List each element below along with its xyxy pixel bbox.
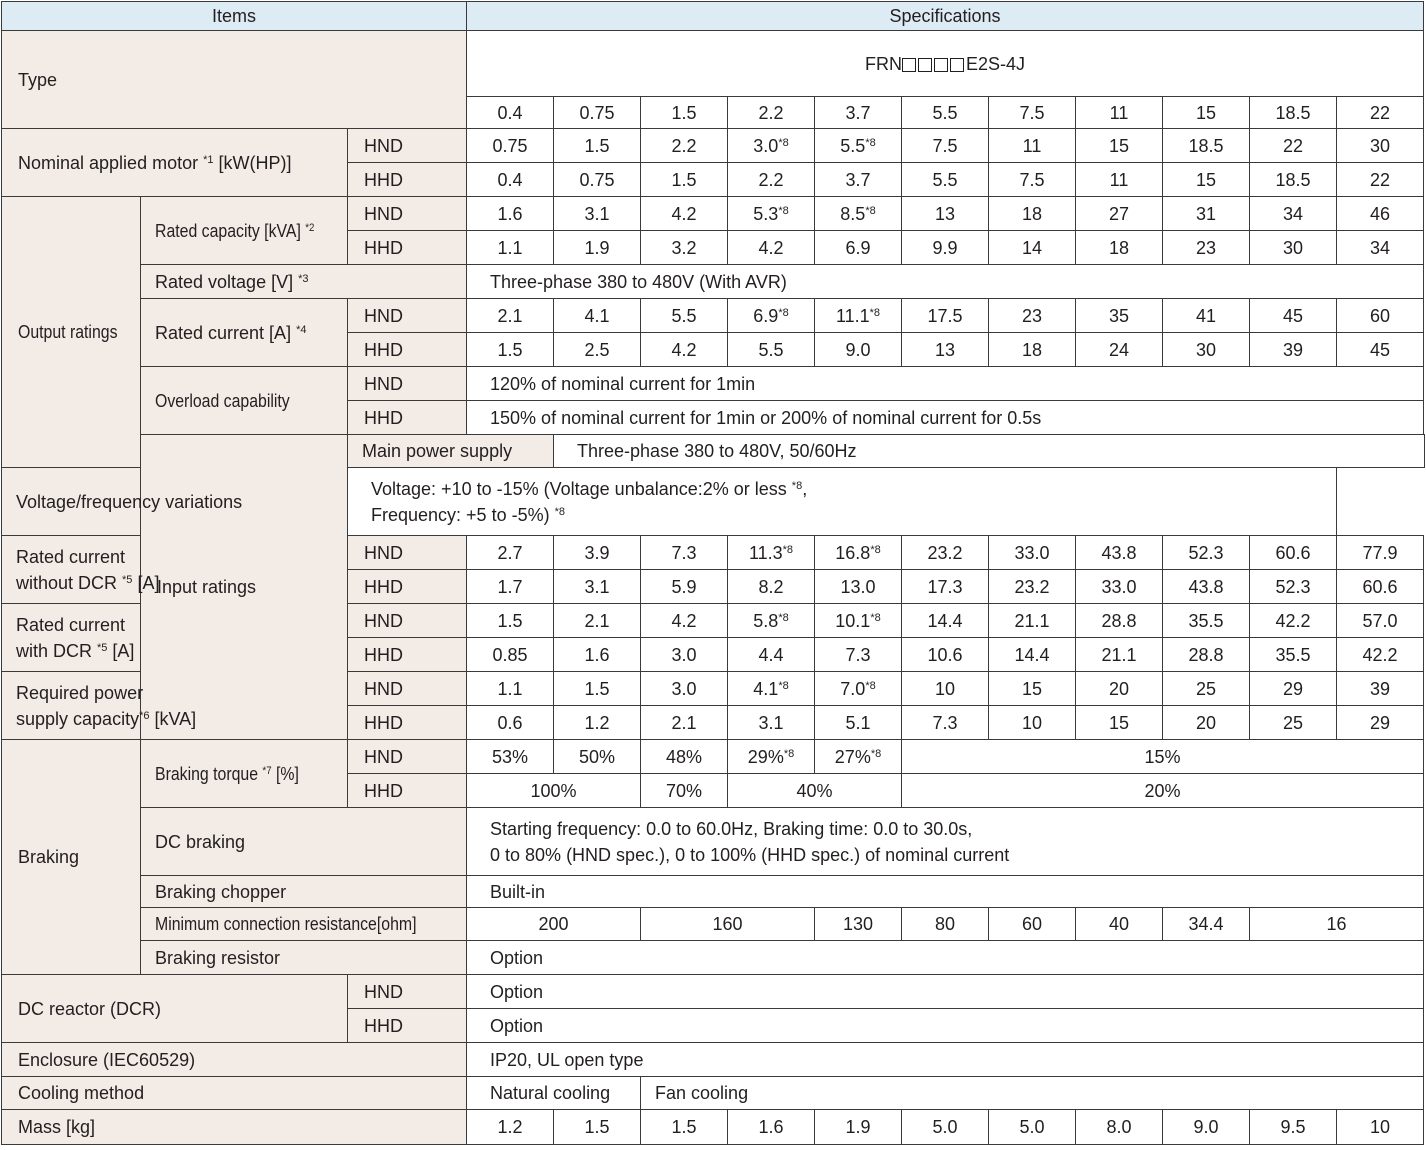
value-cell: 77.9 xyxy=(1337,536,1424,570)
value-cell: 5.3$^{*8}$ xyxy=(728,197,815,231)
value-cell: 1.2 xyxy=(467,1110,554,1145)
value-cell: 1.9 xyxy=(554,231,641,265)
value-cell: 4.2 xyxy=(641,604,728,638)
value-cell: 60.6 xyxy=(1250,536,1337,570)
mode-hnd: HND xyxy=(348,604,467,638)
value-cell: 18.5 xyxy=(1250,97,1337,129)
value-cell: 30 xyxy=(1337,129,1424,163)
value-cell: 3.1 xyxy=(554,197,641,231)
value-cell: 30 xyxy=(1250,231,1337,265)
value-cell: 60 xyxy=(1337,299,1424,333)
value-cell: 1.6 xyxy=(728,1110,815,1145)
value-cell: 2.2 xyxy=(728,97,815,129)
mode-hnd: HND xyxy=(348,536,467,570)
value-cell: 7.3 xyxy=(815,638,902,672)
value-cell: 20% xyxy=(902,774,1424,808)
value-cell: 9.9 xyxy=(902,231,989,265)
rated-capacity-label: Rated capacity [kVA] $^{*2}$ xyxy=(141,197,348,265)
value-cell: 30 xyxy=(1163,333,1250,367)
value-cell: 2.2 xyxy=(728,163,815,197)
cooling-fan: Fan cooling xyxy=(641,1077,1424,1110)
value-cell: 29 xyxy=(1337,706,1424,740)
input-ratings-label: Input ratings xyxy=(141,435,348,740)
value-cell: 130 xyxy=(815,908,902,941)
value-cell: 27 xyxy=(1076,197,1163,231)
value-cell: 11 xyxy=(989,129,1076,163)
value-cell: 2.7 xyxy=(467,536,554,570)
value-cell: 0.4 xyxy=(467,97,554,129)
mode-hnd: HND xyxy=(348,299,467,333)
main-power-label: Main power supply xyxy=(348,435,554,468)
mode-hnd: HND xyxy=(348,672,467,706)
value-cell: 70% xyxy=(641,774,728,808)
value-cell: 1.5 xyxy=(554,1110,641,1145)
value-cell: 9.0 xyxy=(1163,1110,1250,1145)
value-cell: 15 xyxy=(1163,163,1250,197)
value-cell: 22 xyxy=(1337,97,1424,129)
value-cell: 160 xyxy=(641,908,815,941)
overload-label: Overload capability xyxy=(141,367,348,435)
type-label: Type xyxy=(2,31,467,129)
value-cell: 3.1 xyxy=(554,570,641,604)
value-cell: 5.9 xyxy=(641,570,728,604)
value-cell: 10.1$^{*8}$ xyxy=(815,604,902,638)
value-cell: 13 xyxy=(902,197,989,231)
cooling-label: Cooling method xyxy=(2,1077,467,1110)
value-cell: 4.4 xyxy=(728,638,815,672)
value-cell: 8.5$^{*8}$ xyxy=(815,197,902,231)
value-cell: 10.6 xyxy=(902,638,989,672)
braking-resistor-label: Braking resistor xyxy=(141,941,467,975)
value-cell: 21.1 xyxy=(989,604,1076,638)
value-cell: 80 xyxy=(902,908,989,941)
value-cell: 4.2 xyxy=(728,231,815,265)
value-cell: 29 xyxy=(1250,672,1337,706)
value-cell: 9.5 xyxy=(1250,1110,1337,1145)
variations-row xyxy=(2,468,1425,536)
value-cell: 15 xyxy=(1076,129,1163,163)
value-cell: 28.8 xyxy=(1076,604,1163,638)
mode-hhd: HHD xyxy=(348,774,467,808)
value-cell: 21.1 xyxy=(1076,638,1163,672)
value-cell: 50% xyxy=(554,740,641,774)
value-cell: 10 xyxy=(902,672,989,706)
items-header: Items xyxy=(2,2,467,31)
braking-torque-hnd-row xyxy=(2,740,1425,774)
rated-voltage-value: Three-phase 380 to 480V (With AVR) xyxy=(467,265,1424,299)
value-cell: 4.1 xyxy=(554,299,641,333)
value-cell: 35.5 xyxy=(1163,604,1250,638)
output-ratings-label: Output ratings xyxy=(2,197,141,468)
value-cell: 42.2 xyxy=(1337,638,1424,672)
value-cell: 1.1 xyxy=(467,672,554,706)
value-cell: 35 xyxy=(1076,299,1163,333)
mode-hhd: HHD xyxy=(348,706,467,740)
value-cell: 39 xyxy=(1250,333,1337,367)
value-cell: 8.0 xyxy=(1076,1110,1163,1145)
value-cell: 15 xyxy=(1163,97,1250,129)
nominal-motor-hnd-row xyxy=(2,129,1425,163)
value-cell: 24 xyxy=(1076,333,1163,367)
value-cell: 23 xyxy=(1163,231,1250,265)
value-cell: 34.4 xyxy=(1163,908,1250,941)
overload-hnd-row xyxy=(2,367,1425,401)
braking-chopper-value: Built-in xyxy=(467,876,1424,908)
model-placeholder-boxes xyxy=(902,54,966,74)
value-cell: 3.0$^{*8}$ xyxy=(728,129,815,163)
value-cell: 25 xyxy=(1250,706,1337,740)
value-cell: 33.0 xyxy=(1076,570,1163,604)
value-cell: 5.1 xyxy=(815,706,902,740)
value-cell: 4.2 xyxy=(641,333,728,367)
value-cell: 43.8 xyxy=(1163,570,1250,604)
value-cell: 60 xyxy=(989,908,1076,941)
placeholder-box xyxy=(918,58,932,72)
value-cell: 3.2 xyxy=(641,231,728,265)
value-cell: 5.5 xyxy=(902,97,989,129)
header-row xyxy=(2,2,1425,31)
value-cell: 5.5 xyxy=(728,333,815,367)
spec-table-container xyxy=(1,1,1425,1149)
value-cell: 4.2 xyxy=(641,197,728,231)
specifications-header: Specifications xyxy=(467,2,1424,31)
value-cell: 11.3$^{*8}$ xyxy=(728,536,815,570)
value-cell: 5.0 xyxy=(902,1110,989,1145)
mode-hhd: HHD xyxy=(348,570,467,604)
value-cell: 40% xyxy=(728,774,902,808)
value-cell: 1.5 xyxy=(554,129,641,163)
value-cell: 17.5 xyxy=(902,299,989,333)
dc-reactor-hnd-row xyxy=(2,975,1425,1009)
value-cell: 18 xyxy=(989,333,1076,367)
placeholder-box xyxy=(950,58,964,72)
dc-braking-value: Starting frequency: 0.0 to 60.0Hz, Braking time: 0.0 to 30.0s, 0 to 80% (HND spec.), 0 to 100% (HHD spec.) of nominal current xyxy=(467,808,1424,876)
value-cell: 34 xyxy=(1250,197,1337,231)
value-cell: 6.9 xyxy=(815,231,902,265)
braking-label: Braking xyxy=(2,740,141,975)
value-cell: 45 xyxy=(1250,299,1337,333)
value-cell: 10 xyxy=(1337,1110,1424,1145)
value-cell: 31 xyxy=(1163,197,1250,231)
value-cell: 3.0 xyxy=(641,638,728,672)
value-cell: 57.0 xyxy=(1337,604,1424,638)
mode-hnd: HND xyxy=(348,975,467,1009)
value-cell: 1.2 xyxy=(554,706,641,740)
value-cell: 8.2 xyxy=(728,570,815,604)
value-cell: 9.0 xyxy=(815,333,902,367)
value-cell: 2.1 xyxy=(467,299,554,333)
value-cell: 2.2 xyxy=(641,129,728,163)
braking-resistor-value: Option xyxy=(467,941,1424,975)
value-cell: 13 xyxy=(902,333,989,367)
mass-label: Mass [kg] xyxy=(2,1110,467,1145)
value-cell: 1.1 xyxy=(467,231,554,265)
value-cell: 4.1$^{*8}$ xyxy=(728,672,815,706)
model-suffix: E2S-4J xyxy=(966,53,1026,74)
min-resistance-label: Minimum connection resistance[ohm] xyxy=(141,908,467,941)
dc-reactor-hhd-value: Option xyxy=(467,1009,1424,1043)
value-cell: 1.5 xyxy=(641,97,728,129)
value-cell: 2.5 xyxy=(554,333,641,367)
main-power-row xyxy=(2,435,1425,468)
value-cell: 39 xyxy=(1337,672,1424,706)
cooling-row xyxy=(2,1077,1425,1110)
min-resistance-row xyxy=(2,908,1425,941)
overload-hhd-value: 150% of nominal current for 1min or 200% of nominal current for 0.5s xyxy=(467,401,1424,435)
value-cell: 2.1 xyxy=(641,706,728,740)
dc-braking-label: DC braking xyxy=(141,808,467,876)
variations-value: Voltage: +10 to -15% (Voltage unbalance:2% or less $^{*8}$, Frequency: +5 to -5%) $^{*8}$ xyxy=(348,468,1337,536)
value-cell: 7.5 xyxy=(902,129,989,163)
value-cell: 18 xyxy=(1076,231,1163,265)
current-with-dcr-label: Rated current with DCR $^{*5}$ [A] xyxy=(2,604,141,672)
rated-voltage-label: Rated voltage [V] $^{*3}$ xyxy=(141,265,467,299)
value-cell: 35.5 xyxy=(1250,638,1337,672)
value-cell: 18.5 xyxy=(1163,129,1250,163)
mode-hnd: HND xyxy=(348,197,467,231)
mode-hhd: HHD xyxy=(348,638,467,672)
mode-hnd: HND xyxy=(348,367,467,401)
mass-row xyxy=(2,1110,1425,1145)
value-cell: 5.5 xyxy=(902,163,989,197)
value-cell: 3.0 xyxy=(641,672,728,706)
dc-braking-row xyxy=(2,808,1425,876)
value-cell: 40 xyxy=(1076,908,1163,941)
value-cell: 28.8 xyxy=(1163,638,1250,672)
value-cell: 5.8$^{*8}$ xyxy=(728,604,815,638)
enclosure-row xyxy=(2,1043,1425,1077)
variations-label: Voltage/frequency variations xyxy=(2,468,348,536)
value-cell: 16.8$^{*8}$ xyxy=(815,536,902,570)
value-cell: 11.1$^{*8}$ xyxy=(815,299,902,333)
value-cell: 0.85 xyxy=(467,638,554,672)
value-cell: 15 xyxy=(989,672,1076,706)
value-cell: 48% xyxy=(641,740,728,774)
braking-resistor-row xyxy=(2,941,1425,975)
value-cell: 23.2 xyxy=(902,536,989,570)
value-cell: 0.75 xyxy=(554,163,641,197)
value-cell: 7.0$^{*8}$ xyxy=(815,672,902,706)
enclosure-label: Enclosure (IEC60529) xyxy=(2,1043,467,1077)
value-cell: 3.7 xyxy=(815,163,902,197)
value-cell: 7.3 xyxy=(641,536,728,570)
value-cell: 53% xyxy=(467,740,554,774)
value-cell: 100% xyxy=(467,774,641,808)
value-cell: 52.3 xyxy=(1163,536,1250,570)
value-cell: 7.5 xyxy=(989,163,1076,197)
value-cell: 16 xyxy=(1250,908,1424,941)
value-cell: 10 xyxy=(989,706,1076,740)
value-cell: 13.0 xyxy=(815,570,902,604)
value-cell: 1.6 xyxy=(554,638,641,672)
value-cell: 14.4 xyxy=(902,604,989,638)
value-cell: 18 xyxy=(989,197,1076,231)
value-cell: 200 xyxy=(467,908,641,941)
value-cell: 41 xyxy=(1163,299,1250,333)
value-cell: 20 xyxy=(1163,706,1250,740)
value-cell: 1.5 xyxy=(467,333,554,367)
value-cell: 22 xyxy=(1337,163,1424,197)
specifications-table xyxy=(1,1,1425,1145)
model-prefix: FRN xyxy=(865,53,902,74)
enclosure-value: IP20, UL open type xyxy=(467,1043,1424,1077)
value-cell: 52.3 xyxy=(1250,570,1337,604)
value-cell: 1.7 xyxy=(467,570,554,604)
braking-torque-label: Braking torque $^{*7}$ [%] xyxy=(141,740,348,808)
value-cell: 17.3 xyxy=(902,570,989,604)
value-cell: 5.5 xyxy=(641,299,728,333)
value-cell: 3.7 xyxy=(815,97,902,129)
value-cell: 34 xyxy=(1337,231,1424,265)
dc-reactor-label: DC reactor (DCR) xyxy=(2,975,348,1043)
dc-reactor-hnd-value: Option xyxy=(467,975,1424,1009)
overload-hnd-value: 120% of nominal current for 1min xyxy=(467,367,1424,401)
value-cell: 11 xyxy=(1076,97,1163,129)
value-cell: 6.9$^{*8}$ xyxy=(728,299,815,333)
value-cell: 25 xyxy=(1163,672,1250,706)
main-power-value: Three-phase 380 to 480V, 50/60Hz xyxy=(554,435,1425,468)
value-cell: 20 xyxy=(1076,672,1163,706)
type-row xyxy=(2,31,1425,97)
mode-hhd: HHD xyxy=(348,1009,467,1043)
braking-chopper-row xyxy=(2,876,1425,908)
value-cell: 1.9 xyxy=(815,1110,902,1145)
value-cell: 27%$^{*8}$ xyxy=(815,740,902,774)
rated-voltage-row xyxy=(2,265,1425,299)
value-cell: 46 xyxy=(1337,197,1424,231)
value-cell: 5.0 xyxy=(989,1110,1076,1145)
value-cell: 1.6 xyxy=(467,197,554,231)
model-name xyxy=(467,31,1424,97)
value-cell: 5.5$^{*8}$ xyxy=(815,129,902,163)
rated-current-label: Rated current [A] $^{*4}$ xyxy=(141,299,348,367)
cooling-natural: Natural cooling xyxy=(467,1077,641,1110)
value-cell: 15 xyxy=(1076,706,1163,740)
mode-hnd: HND xyxy=(348,740,467,774)
value-cell: 1.5 xyxy=(554,672,641,706)
value-cell: 0.75 xyxy=(554,97,641,129)
mode-hhd: HHD xyxy=(348,163,467,197)
mode-hnd: HND xyxy=(348,129,467,163)
value-cell: 3.9 xyxy=(554,536,641,570)
value-cell: 18.5 xyxy=(1250,163,1337,197)
mode-hhd: HHD xyxy=(348,401,467,435)
value-cell: 7.5 xyxy=(989,97,1076,129)
value-cell: 42.2 xyxy=(1250,604,1337,638)
mode-hhd: HHD xyxy=(348,231,467,265)
value-cell: 0.75 xyxy=(467,129,554,163)
value-cell: 0.6 xyxy=(467,706,554,740)
value-cell: 0.4 xyxy=(467,163,554,197)
nominal-motor-label: Nominal applied motor $^{*1}$ [kW(HP)] xyxy=(2,129,348,197)
value-cell: 23 xyxy=(989,299,1076,333)
value-cell: 43.8 xyxy=(1076,536,1163,570)
power-capacity-label: Required power supply capacity$^{*6}$ [kVA] xyxy=(2,672,141,740)
value-cell: 1.5 xyxy=(467,604,554,638)
value-cell: 3.1 xyxy=(728,706,815,740)
value-cell: 1.5 xyxy=(641,1110,728,1145)
value-cell: 11 xyxy=(1076,163,1163,197)
value-cell: 14 xyxy=(989,231,1076,265)
value-cell: 2.1 xyxy=(554,604,641,638)
value-cell: 23.2 xyxy=(989,570,1076,604)
placeholder-box xyxy=(902,58,916,72)
rated-capacity-hnd-row xyxy=(2,197,1425,231)
value-cell: 29%$^{*8}$ xyxy=(728,740,815,774)
value-cell: 22 xyxy=(1250,129,1337,163)
rated-current-hnd-row xyxy=(2,299,1425,333)
current-without-dcr-label: Rated current without DCR $^{*5}$ [A] xyxy=(2,536,141,604)
braking-chopper-label: Braking chopper xyxy=(141,876,467,908)
placeholder-box xyxy=(934,58,948,72)
value-cell: 1.5 xyxy=(641,163,728,197)
value-cell: 60.6 xyxy=(1337,570,1424,604)
value-cell: 33.0 xyxy=(989,536,1076,570)
value-cell: 7.3 xyxy=(902,706,989,740)
value-cell: 45 xyxy=(1337,333,1424,367)
mode-hhd: HHD xyxy=(348,333,467,367)
value-cell: 14.4 xyxy=(989,638,1076,672)
value-cell: 15% xyxy=(902,740,1424,774)
